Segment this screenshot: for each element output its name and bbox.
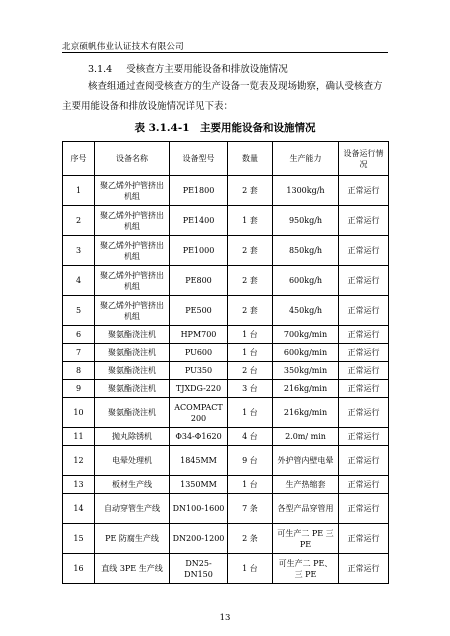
cell-model: 1845MM — [170, 446, 228, 476]
col-header-no: 序号 — [63, 142, 95, 176]
cell-status: 正常运行 — [339, 398, 389, 428]
cell-capacity: 生产热缩套 — [273, 476, 339, 494]
cell-model: PE1400 — [170, 206, 228, 236]
cell-model: DN25-DN150 — [170, 554, 228, 584]
cell-model: PU350 — [170, 362, 228, 380]
cell-capacity: 850kg/h — [273, 236, 339, 266]
cell-qty: 2 条 — [228, 524, 273, 554]
cell-model: Φ34-Φ1620 — [170, 428, 228, 446]
cell-name: 聚氨酯浇注机 — [95, 344, 170, 362]
table-row — [63, 554, 389, 584]
cell-status: 正常运行 — [339, 344, 389, 362]
section-number: 3.1.4 — [88, 64, 113, 75]
cell-model: DN200-1200 — [170, 524, 228, 554]
cell-qty: 2 套 — [228, 296, 273, 326]
cell-status: 正常运行 — [339, 524, 389, 554]
cell-name: 聚乙烯外护管挤出机组 — [95, 266, 170, 296]
cell-model: PU600 — [170, 344, 228, 362]
cell-name: 电晕处理机 — [95, 446, 170, 476]
cell-model: 1350MM — [170, 476, 228, 494]
cell-capacity: 1300kg/h — [273, 176, 339, 206]
cell-capacity: 各型产品穿管用 — [273, 494, 339, 524]
cell-qty: 2 套 — [228, 236, 273, 266]
cell-qty: 3 台 — [228, 380, 273, 398]
equipment-table — [62, 141, 389, 584]
cell-status: 正常运行 — [339, 326, 389, 344]
cell-qty: 1 台 — [228, 554, 273, 584]
cell-status: 正常运行 — [339, 266, 389, 296]
table-row — [63, 428, 389, 446]
table-row — [63, 266, 389, 296]
cell-no: 11 — [63, 428, 95, 446]
cell-status: 正常运行 — [339, 446, 389, 476]
cell-status: 正常运行 — [339, 428, 389, 446]
cell-name: 自动穿管生产线 — [95, 494, 170, 524]
cell-qty: 1 台 — [228, 326, 273, 344]
col-header-status: 设备运行情况 — [339, 142, 389, 176]
cell-status: 正常运行 — [339, 362, 389, 380]
cell-model: PE800 — [170, 266, 228, 296]
cell-no: 6 — [63, 326, 95, 344]
cell-qty: 7 条 — [228, 494, 273, 524]
cell-qty: 2 套 — [228, 176, 273, 206]
cell-name: 聚氨酯浇注机 — [95, 380, 170, 398]
table-row — [63, 326, 389, 344]
cell-capacity: 2.0m/ min — [273, 428, 339, 446]
cell-name: 抛丸除锈机 — [95, 428, 170, 446]
table-row — [63, 524, 389, 554]
cell-no: 15 — [63, 524, 95, 554]
cell-model: HPM700 — [170, 326, 228, 344]
cell-status: 正常运行 — [339, 236, 389, 266]
cell-no: 14 — [63, 494, 95, 524]
cell-model: PE1800 — [170, 176, 228, 206]
cell-name: 聚乙烯外护管挤出机组 — [95, 296, 170, 326]
cell-status: 正常运行 — [339, 380, 389, 398]
cell-capacity: 950kg/h — [273, 206, 339, 236]
table-row — [63, 206, 389, 236]
cell-model: PE1000 — [170, 236, 228, 266]
col-header-model: 设备型号 — [170, 142, 228, 176]
cell-no: 7 — [63, 344, 95, 362]
cell-qty: 1 台 — [228, 344, 273, 362]
cell-no: 9 — [63, 380, 95, 398]
cell-name: PE 防腐生产线 — [95, 524, 170, 554]
col-header-name: 设备名称 — [95, 142, 170, 176]
table-row — [63, 476, 389, 494]
cell-no: 13 — [63, 476, 95, 494]
cell-model: TJXDG-220 — [170, 380, 228, 398]
cell-status: 正常运行 — [339, 296, 389, 326]
cell-status: 正常运行 — [339, 476, 389, 494]
table-row — [63, 362, 389, 380]
table-caption: 表 3.1.4-1 主要用能设备和设施情况 — [134, 122, 316, 134]
cell-name: 板材生产线 — [95, 476, 170, 494]
cell-status: 正常运行 — [339, 176, 389, 206]
cell-qty: 4 台 — [228, 428, 273, 446]
table-row — [63, 380, 389, 398]
cell-capacity: 600kg/h — [273, 266, 339, 296]
table-row — [63, 446, 389, 476]
cell-capacity: 700kg/min — [273, 326, 339, 344]
cell-status: 正常运行 — [339, 554, 389, 584]
table-row — [63, 176, 389, 206]
section-heading — [88, 61, 288, 75]
cell-qty: 2 套 — [228, 266, 273, 296]
cell-model: PE500 — [170, 296, 228, 326]
table-row — [63, 398, 389, 428]
cell-name: 聚氨酯浇注机 — [95, 326, 170, 344]
cell-no: 5 — [63, 296, 95, 326]
cell-qty: 1 套 — [228, 206, 273, 236]
cell-capacity: 350kg/min — [273, 362, 339, 380]
cell-qty: 1 台 — [228, 398, 273, 428]
intro-paragraph — [62, 77, 388, 117]
cell-capacity: 600kg/min — [273, 344, 339, 362]
cell-no: 8 — [63, 362, 95, 380]
cell-capacity: 450kg/h — [273, 296, 339, 326]
table-row — [63, 344, 389, 362]
table-row — [63, 236, 389, 266]
cell-no: 16 — [63, 554, 95, 584]
cell-name: 聚乙烯外护管挤出机组 — [95, 206, 170, 236]
table-header-row — [63, 142, 389, 176]
page-number: 13 — [219, 613, 231, 623]
cell-capacity: 外护管内壁电晕 — [273, 446, 339, 476]
cell-no: 4 — [63, 266, 95, 296]
cell-capacity: 216kg/min — [273, 380, 339, 398]
intro-text: 核查组通过查阅受核查方的生产设备一览表及现场勘察，确认受核查方主要用能设备和排放设施情况详见下表： — [62, 81, 383, 112]
cell-name: 聚氨酯浇注机 — [95, 362, 170, 380]
cell-capacity: 可生产二 PE、三 PE — [273, 554, 339, 584]
cell-qty: 2 台 — [228, 362, 273, 380]
cell-qty: 1 台 — [228, 476, 273, 494]
cell-model: ACOMPACT 200 — [170, 398, 228, 428]
cell-no: 2 — [63, 206, 95, 236]
section-title: 受核查方主要用能设备和排放设施情况 — [126, 64, 288, 75]
cell-no: 10 — [63, 398, 95, 428]
cell-name: 聚乙烯外护管挤出机组 — [95, 236, 170, 266]
cell-no: 3 — [63, 236, 95, 266]
cell-no: 1 — [63, 176, 95, 206]
cell-qty: 9 台 — [228, 446, 273, 476]
header-rule — [62, 52, 388, 53]
table-row — [63, 494, 389, 524]
cell-status: 正常运行 — [339, 494, 389, 524]
cell-capacity: 216kg/min — [273, 398, 339, 428]
company-header: 北京硕帆伟业认证技术有限公司 — [62, 42, 184, 52]
col-header-qty: 数量 — [228, 142, 273, 176]
cell-capacity: 可生产二 PE 三 PE — [273, 524, 339, 554]
col-header-capacity: 生产能力 — [273, 142, 339, 176]
cell-name: 聚氨酯浇注机 — [95, 398, 170, 428]
cell-name: 直线 3PE 生产线 — [95, 554, 170, 584]
table-row — [63, 296, 389, 326]
cell-no: 12 — [63, 446, 95, 476]
cell-name: 聚乙烯外护管挤出机组 — [95, 176, 170, 206]
cell-status: 正常运行 — [339, 206, 389, 236]
table-body — [63, 176, 389, 584]
cell-model: DN100-1600 — [170, 494, 228, 524]
